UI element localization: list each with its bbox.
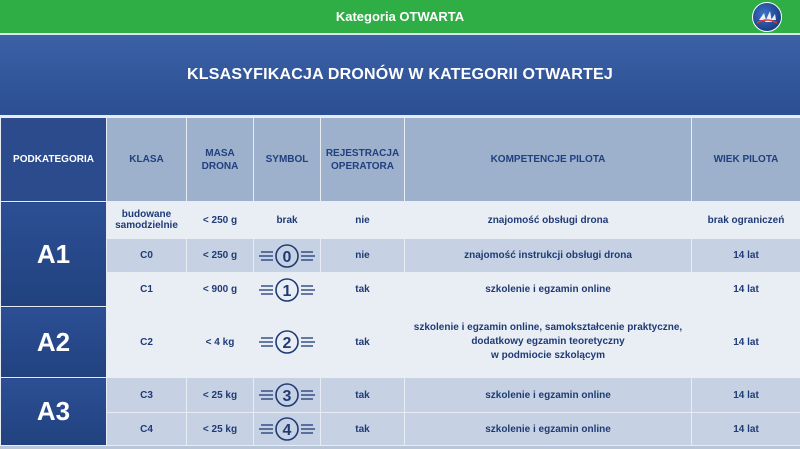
- cell-registration: nie: [321, 239, 405, 273]
- cell-mass: < 4 kg: [187, 307, 254, 378]
- cell-mass: < 25 kg: [187, 378, 254, 413]
- header-registration: REJESTRACJA OPERATORA: [321, 118, 405, 202]
- cell-competence: szkolenie i egzamin online: [405, 273, 692, 307]
- cell-class: C3: [107, 378, 187, 413]
- competence-line: w podmiocie szkolącym: [491, 350, 605, 361]
- svg-text:4: 4: [282, 422, 292, 439]
- cell-age: 14 lat: [692, 378, 800, 413]
- cell-age: 14 lat: [692, 239, 800, 273]
- header-age: WIEK PILOTA: [692, 118, 800, 202]
- drone-classification-table: [0, 117, 800, 446]
- table-row: [1, 413, 800, 446]
- cell-mass: < 250 g: [187, 202, 254, 239]
- svg-text:3: 3: [282, 388, 292, 405]
- cell-age: 14 lat: [692, 307, 800, 378]
- header-competence: KOMPETENCJE PILOTA: [405, 118, 692, 202]
- svg-text:2: 2: [282, 335, 292, 352]
- cell-competence: znajomość obsługi drona: [405, 202, 692, 239]
- organization-logo-icon: [752, 2, 782, 32]
- top-bar: [0, 0, 800, 35]
- cell-class: C2: [107, 307, 187, 378]
- header-class: KLASA: [107, 118, 187, 202]
- top-bar-title: Kategoria OTWARTA: [335, 9, 465, 24]
- cell-class: C0: [107, 239, 187, 273]
- cell-symbol: [254, 273, 321, 307]
- cell-registration: tak: [321, 307, 405, 378]
- cell-class: budowane samodzielnie: [107, 202, 187, 239]
- cell-age: 14 lat: [692, 413, 800, 446]
- main-title: KLSASYFIKACJA DRONÓW W KATEGORII OTWARTEJ: [187, 66, 613, 83]
- cell-registration: tak: [321, 378, 405, 413]
- cell-registration: nie: [321, 202, 405, 239]
- subcategory-a2: A2: [1, 307, 107, 378]
- table-row: [1, 239, 800, 273]
- cell-mass: < 250 g: [187, 239, 254, 273]
- competence-line: szkolenie i egzamin online, samokształcenie praktyczne,: [413, 322, 683, 333]
- competence-line: dodatkowy egzamin teoretyczny: [471, 336, 625, 347]
- cell-registration: tak: [321, 413, 405, 446]
- subcategory-a1: A1: [1, 202, 107, 307]
- title-band: [0, 35, 800, 117]
- table-header-row: [1, 118, 800, 202]
- table-row: [1, 378, 800, 413]
- class-c3-symbol-icon: [259, 382, 315, 408]
- cell-competence: szkolenie i egzamin online: [405, 378, 692, 413]
- cell-symbol: [254, 307, 321, 378]
- cell-symbol: [254, 413, 321, 446]
- cell-age: brak ograniczeń: [692, 202, 800, 239]
- cell-class: C4: [107, 413, 187, 446]
- header-subcategory: PODKATEGORIA: [1, 118, 107, 202]
- class-c1-symbol-icon: [259, 277, 315, 303]
- table-row: [1, 307, 800, 378]
- class-c4-symbol-icon: [259, 416, 315, 442]
- svg-text:1: 1: [282, 282, 292, 300]
- table-row: [1, 273, 800, 307]
- cell-class: C1: [107, 273, 187, 307]
- cell-mass: < 25 kg: [187, 413, 254, 446]
- header-symbol: SYMBOL: [254, 118, 321, 202]
- class-c0-symbol-icon: [259, 243, 315, 269]
- cell-competence: znajomość instrukcji obsługi drona: [405, 239, 692, 273]
- header-mass: MASA DRONA: [187, 118, 254, 202]
- cell-mass: < 900 g: [187, 273, 254, 307]
- cell-registration: tak: [321, 273, 405, 307]
- cell-symbol: brak: [254, 202, 321, 239]
- cell-symbol: [254, 239, 321, 273]
- class-c2-symbol-icon: [259, 329, 315, 355]
- cell-competence: [405, 307, 692, 378]
- cell-symbol: [254, 378, 321, 413]
- table-row: [1, 202, 800, 239]
- subcategory-a3: A3: [1, 378, 107, 446]
- cell-age: 14 lat: [692, 273, 800, 307]
- svg-text:0: 0: [282, 248, 292, 266]
- cell-competence: szkolenie i egzamin online: [405, 413, 692, 446]
